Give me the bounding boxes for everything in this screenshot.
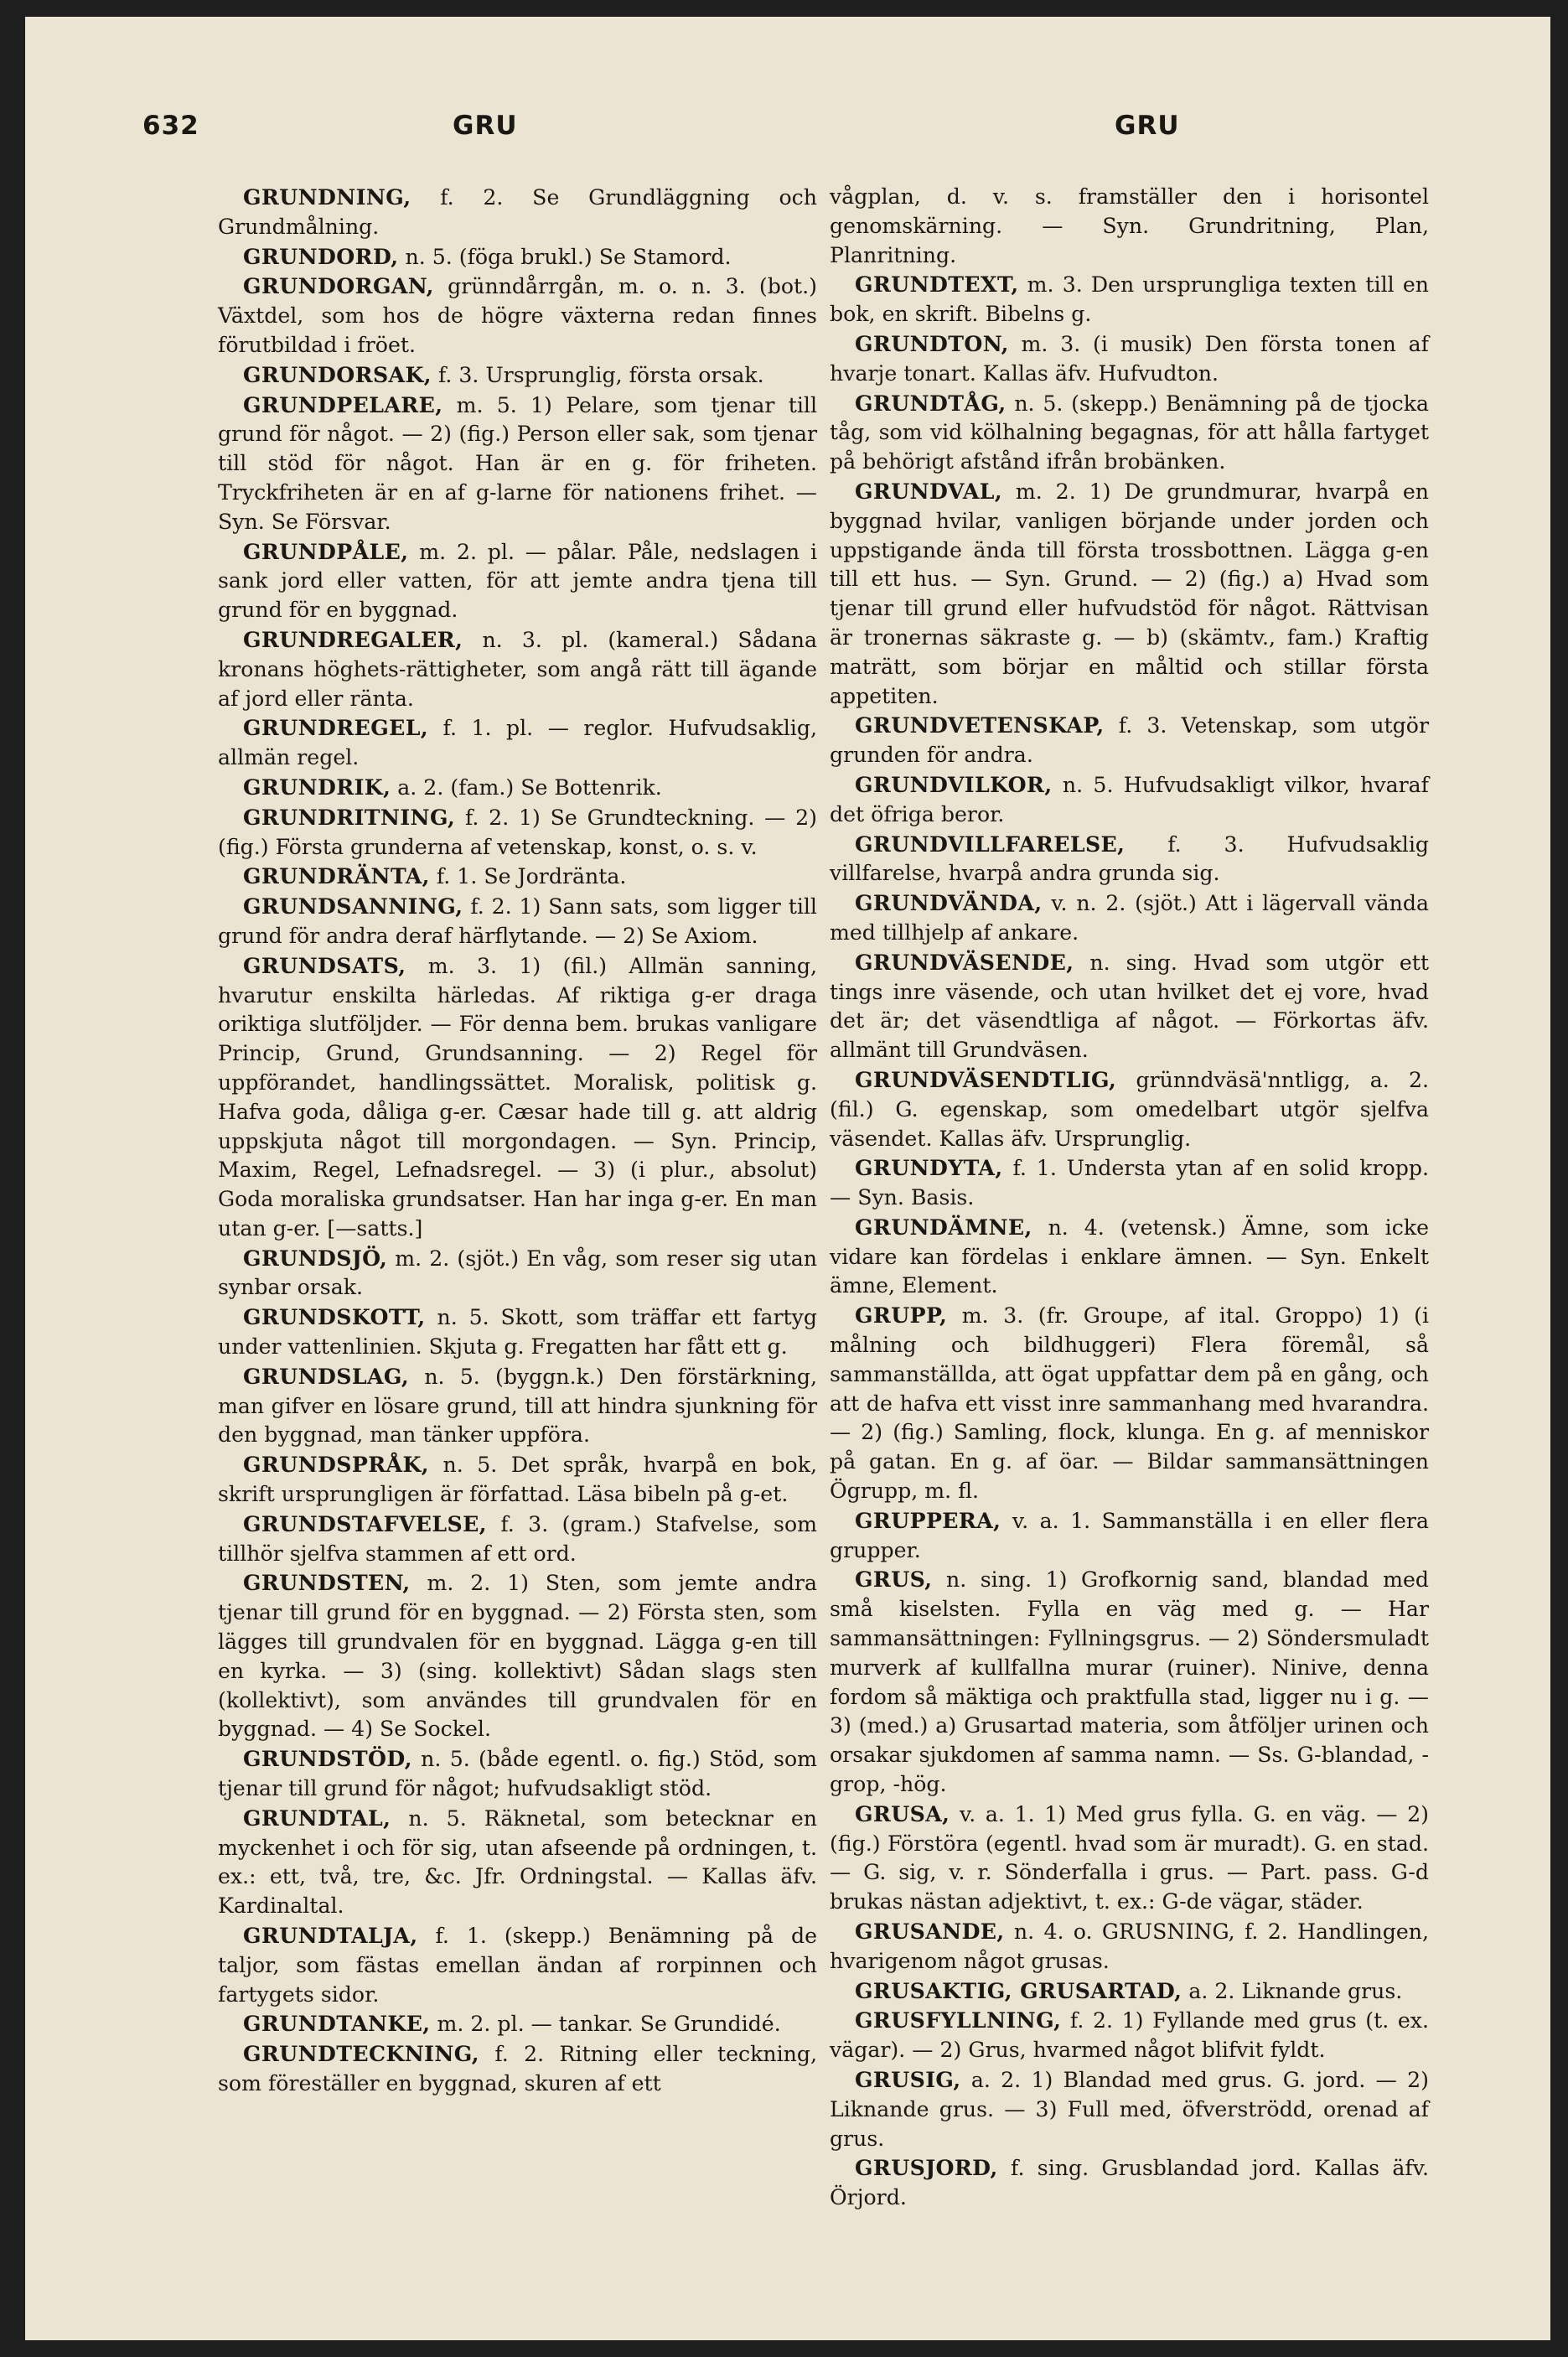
entry-definition: f. 1. pl. — reglor. Hufvudsaklig, allmän regel. [218, 716, 817, 770]
dictionary-entry [218, 862, 817, 892]
entry-headword: GRUPPERA, [855, 1507, 1001, 1533]
entry-headword: GRUNDORD, [243, 243, 399, 269]
entry-headword: GRUNDVÄSENDE, [855, 949, 1074, 975]
entry-headword: GRUNDTANKE, [243, 2011, 431, 2037]
dictionary-entry [830, 1153, 1429, 1213]
entry-headword: GRUNDREGEL, [243, 715, 428, 741]
entry-headword: GRUNDPELARE, [243, 391, 443, 417]
entry-headword: GRUNDVÄSENDTLIG, [855, 1066, 1117, 1092]
dictionary-entry [218, 773, 817, 803]
entry-headword: GRUNDVAL, [855, 478, 1003, 504]
entry-definition: m. 2. (sjöt.) En våg, som reser sig utan synbar orsak. [218, 1246, 817, 1300]
entry-definition: m. 3. 1) (fil.) Allmän sanning, hvarutur enskilta härledas. Af riktiga g-er draga oriktiga slutföljder. — För denna bem. brukas vanligare Princip, Grund, Grundsanning. — 2) Regel för uppförandet, handlingssättet. Moralisk, politisk g. Hafva goda, dåliga g-er. Cæsar hade till g. att aldrig uppskjuta något till morgondagen. — Syn. Princip, Maxim, Regel, Lefnadsregel. — 3) (i plur., absolut) Goda moraliska grundsatser. Han har inga g-er. En man utan g-er. [—satts.] [218, 953, 817, 1241]
page-header [25, 111, 1550, 161]
entry-headword: GRUNDTÅG, [855, 390, 1007, 416]
entry-headword: GRUS, [855, 1567, 933, 1593]
entry-headword: GRUNDSLAG, [243, 1363, 410, 1389]
entry-headword: GRUNDSJÖ, [243, 1245, 388, 1271]
entry-definition: f. 1. Se Jordränta. [436, 864, 627, 889]
dictionary-entry [830, 1917, 1429, 1976]
entry-definition: f. 2. 1) Sann sats, som ligger till grund för andra deraf härflytande. — 2) Se Axiom. [218, 894, 817, 948]
dictionary-entry [218, 1244, 817, 1303]
entry-headword: GRUNDREGALER, [243, 626, 463, 652]
entry-definition: m. 2. 1) Sten, som jemte andra tjenar till grund för en byggnad. — 2) Första sten, som lägges till grundvalen för en byggnad. Lägga g-en till en kyrka. — 3) (sing. kollektivt) Sådan slags sten (kollektivt), som användes till grundvalen för en byggnad. — 4) Se Sockel. [218, 1571, 817, 1742]
entry-definition: m. 3. Den ursprungliga texten till en bok, en skrift. Bibelns g. [830, 272, 1429, 327]
entry-definition: n. 4. (vetensk.) Ämne, som icke vidare kan fördelas i enklare ämnen. — Syn. Enkelt ämne, Element. [830, 1215, 1429, 1298]
dictionary-entry [830, 1800, 1429, 1917]
dictionary-entry [830, 1213, 1429, 1301]
entry-headword: GRUNDTALJA, [243, 1923, 418, 1949]
dictionary-entry [830, 270, 1429, 329]
dictionary-entry [830, 2153, 1429, 2213]
entry-definition: f. 3. Ursprunglig, första orsak. [437, 362, 764, 387]
entry-definition: f. sing. Grusblandad jord. Kallas äfv. Örjord. [830, 2156, 1429, 2210]
entry-definition: m. 3. (i musik) Den första tonen af hvarje tonart. Kallas äfv. Hufvudton. [830, 331, 1429, 386]
entry-headword: GRUNDRITNING, [243, 804, 456, 830]
entry-headword: GRUNDSTÖD, [243, 1746, 412, 1772]
entry-headword: GRUPP, [855, 1303, 948, 1329]
entry-definition: grünndårrgån, m. o. n. 3. (bot.) Växtdel, som hos de högre växterna redan finnes förutbildad i fröet. [218, 274, 817, 357]
page-number: 632 [142, 111, 199, 141]
dictionary-page [25, 17, 1550, 2340]
dictionary-entry [218, 1804, 817, 1921]
running-head-left: GRU [453, 111, 518, 141]
dictionary-entry [218, 1744, 817, 1804]
dictionary-entry [830, 1565, 1429, 1799]
entry-headword: GRUNDVETENSKAP, [855, 712, 1105, 738]
entry-definition: n. sing. Hvad som utgör ett tings inre väsende, och utan hvilket det ej vore, hvad det är; det väsendtliga af något. — Förkortas äfv. allmänt till Grundväsen. [830, 950, 1429, 1063]
right-column [830, 183, 1429, 2213]
dictionary-entry [218, 537, 817, 625]
entry-headword: GRUNDSATS, [243, 952, 406, 978]
entry-definition: n. sing. 1) Grofkornig sand, blandad med små kiselsten. Fylla en väg med g. — Har sammansättningen: Fyllningsgrus. — 2) Söndersmuladt murverk af kullfallna murar (ruiner). Ninive, denna fordom så mäktiga och praktfulla stad, ligger nu i g. — 3) (med.) a) Grusartad materia, som åtföljer urinen och orsakar sjukdomen af samma namn. — Ss. G-blandad, -grop, -hög. [830, 1567, 1429, 1797]
entry-headword: GRUNDSTEN, [243, 1570, 411, 1596]
entry-headword: GRUNDORGAN, [243, 273, 434, 299]
entry-headword: GRUSIG, [855, 2067, 961, 2092]
running-head-right: GRU [1115, 111, 1180, 141]
entry-definition: vågplan, d. v. s. framställer den i horisontel genomskärning. — Syn. Grundritning, Plan, Planritning. [830, 184, 1429, 267]
dictionary-entry [218, 1510, 817, 1569]
entry-definition: n. 5. Skott, som träffar ett fartyg under vattenlinien. Skjuta g. Fregatten har fått ett g. [218, 1305, 817, 1360]
entry-definition: n. 5. (skepp.) Benämning på de tjocka tåg, som vid kölhalning begagnas, för att hålla fartyget på behörigt afstånd ifrån brobänken. [830, 391, 1430, 474]
entry-definition: n. 3. pl. (kameral.) Sådana kronans höghets-rättigheter, som angå rätt till ägande af jord eller ränta. [218, 627, 817, 711]
entry-definition: f. 2. 1) Fyllande med grus (t. ex. vägar). — 2) Grus, hvarmed något blifvit fyldt. [830, 2008, 1429, 2063]
entry-headword: GRUSJORD, [855, 2155, 998, 2181]
entry-headword: GRUNDORSAK, [243, 361, 432, 387]
entry-headword: GRUSFYLLNING, [855, 2007, 1062, 2033]
dictionary-entry [218, 272, 817, 360]
entry-headword: GRUNDVILLFARELSE, [855, 831, 1126, 857]
dictionary-entry [218, 1450, 817, 1510]
dictionary-entry [830, 1976, 1429, 2007]
entry-definition: f. 3. Vetenskap, som utgör grunden för andra. [830, 713, 1429, 768]
entry-definition: v. a. 1. 1) Med grus fylla. G. en väg. — 2) (fig.) Förstöra (egentl. hvad som är muradt). G. en stad. — G. sig, v. r. Sönderfalla i grus. — Part. pass. G-d brukas nästan adjektivt, t. ex.: G-de vägar, städer. [830, 1801, 1429, 1914]
dictionary-entry [830, 329, 1429, 389]
dictionary-entry [830, 888, 1429, 948]
entry-definition: f. 3. Hufvudsaklig villfarelse, hvarpå andra grunda sig. [830, 831, 1430, 886]
dictionary-entry [830, 1065, 1429, 1153]
entry-definition: a. 2. (fam.) Se Bottenrik. [397, 774, 662, 800]
entry-definition: n. 5. (föga brukl.) Se Stamord. [405, 244, 732, 269]
entry-definition: n. 5. Räknetal, som betecknar en myckenhet i och för sig, utan afseende på ordningen, t. ex.: ett, två, tre, &c. Jfr. Ordningstal. — Kallas äfv. Kardinaltal. [218, 1805, 817, 1919]
entry-headword: GRUNDNING, [243, 184, 411, 210]
entry-headword: GRUNDPÅLE, [243, 538, 409, 564]
entry-headword: GRUSAKTIG, GRUSARTAD, [855, 1977, 1182, 2003]
entry-headword: GRUNDYTA, [855, 1155, 1003, 1181]
dictionary-entry [218, 1303, 817, 1362]
dictionary-entry [830, 2006, 1429, 2065]
dictionary-entry [830, 1506, 1429, 1566]
entry-definition: m. 3. (fr. Groupe, af ital. Groppo) 1) (i målning och bildhuggeri) Flera föremål, så sammanställda, att ögat uppfattar dem på en gång, och att de hafva ett visst inre sammanhang med hvarandra. — 2) (fig.) Samling, flock, klunga. En g. af menniskor på gatan. En g. af öar. — Bildar sammansättningen Ögrupp, m. fl. [830, 1303, 1430, 1504]
dictionary-entry [218, 2009, 817, 2039]
entry-definition: a. 2. Liknande grus. [1188, 1978, 1403, 2003]
entry-definition: n. 4. o. GRUSNING, f. 2. Handlingen, hvarigenom något grusas. [830, 1919, 1429, 1973]
entry-headword: GRUNDSKOTT, [243, 1304, 426, 1330]
entry-definition: n. 5. (både egentl. o. fig.) Stöd, som tjenar till grund för något; hufvudsakligt stöd. [218, 1747, 817, 1801]
dictionary-entry [830, 2065, 1429, 2153]
entry-definition: v. a. 1. Sammanställa i en eller flera grupper. [830, 1508, 1429, 1562]
entry-definition: v. n. 2. (sjöt.) Att i lägervall vända med tillhjelp af ankare. [830, 891, 1429, 945]
entry-definition: a. 2. 1) Blandad med grus. G. jord. — 2) Liknande grus. — 3) Full med, öfverströdd, orenad af grus. [830, 2068, 1429, 2151]
entry-headword: GRUSANDE, [855, 1919, 1005, 1945]
entry-definition: m. 5. 1) Pelare, som tjenar till grund för något. — 2) (fig.) Person eller sak, som tjenar till stöd för något. Han är en g. för friheten. Tryckfriheten är en af g-larne för nationens frihet. — Syn. Se Försvar. [218, 392, 817, 534]
dictionary-entry [830, 477, 1429, 711]
entry-headword: GRUNDTAL, [243, 1805, 391, 1831]
entry-headword: GRUSA, [855, 1800, 950, 1826]
dictionary-entry [830, 389, 1429, 477]
dictionary-entry [218, 625, 817, 713]
dictionary-entry [218, 713, 817, 773]
dictionary-entry [218, 1921, 817, 2009]
dictionary-entry [218, 360, 817, 391]
dictionary-entry [830, 830, 1429, 889]
dictionary-entry [218, 1362, 817, 1450]
entry-definition: m. 2. 1) De grundmurar, hvarpå en byggnad hvilar, vanligen börjande under jorden och uppstigande ända till första trossbottnen. Lägga g-en till ett hus. — Syn. Grund. — 2) (fig.) a) Hvad som tjenar till grund eller hufvudstöd för något. Rättvisan är tronernas säkraste g. — b) (skämtv., fam.) Kraftig maträtt, som börjar en måltid och stillar första appetiten. [830, 479, 1429, 708]
entry-definition: f. 3. (gram.) Stafvelse, som tillhör sjelfva stammen af ett ord. [218, 1511, 817, 1566]
entry-definition: m. 2. pl. — tankar. Se Grundidé. [437, 2012, 781, 2037]
dictionary-entry [218, 1568, 817, 1744]
entry-headword: GRUNDÄMNE, [855, 1214, 1032, 1240]
entry-headword: GRUNDTON, [855, 330, 1009, 356]
entry-definition: m. 2. pl. — pålar. Påle, nedslagen i sank jord eller vatten, för att jemte andra tjena till grund för en byggnad. [218, 539, 817, 623]
dictionary-entry [830, 1301, 1429, 1506]
dictionary-entry [830, 711, 1429, 770]
entry-definition: grünndväsä'nntligg, a. 2. (fil.) G. egenskap, som omedelbart utgör sjelfva väsendet. Kallas äfv. Ursprunglig. [830, 1067, 1430, 1151]
dictionary-entry [218, 183, 817, 242]
entry-headword: GRUNDVILKOR, [855, 771, 1053, 797]
dictionary-entry [830, 948, 1429, 1065]
dictionary-entry [830, 183, 1429, 270]
entry-definition: n. 5. Det språk, hvarpå en bok, skrift ursprungligen är författad. Läsa bibeln på g-et. [218, 1453, 817, 1507]
entry-definition: f. 2. Ritning eller teckning, som föreställer en byggnad, skuren af ett [218, 2042, 817, 2095]
entry-definition: f. 1. (skepp.) Benämning på de taljor, som fästas emellan ändan af rorpinnen och fartygets sidor. [218, 1924, 817, 2007]
dictionary-entry [218, 2039, 817, 2099]
dictionary-entry [218, 803, 817, 863]
entry-headword: GRUNDSTAFVELSE, [243, 1510, 487, 1536]
entry-headword: GRUNDTECKNING, [243, 2041, 479, 2067]
entry-headword: GRUNDRIK, [243, 774, 391, 800]
entry-headword: GRUNDSPRÅK, [243, 1452, 429, 1478]
entry-headword: GRUNDRÄNTA, [243, 863, 430, 889]
entry-definition: f. 2. 1) Se Grundteckning. — 2) (fig.) Första grunderna af vetenskap, konst, o. s. v. [218, 805, 817, 859]
entry-definition: n. 5. (byggn.k.) Den förstärkning, man gifver en lösare grund, till att hindra sjunkning för den byggnad, man tänker uppföra. [218, 1364, 817, 1448]
dictionary-entry [218, 391, 817, 537]
dictionary-entry [218, 242, 817, 272]
entry-headword: GRUNDTEXT, [855, 272, 1019, 298]
entry-definition: f. 1. Understa ytan af en solid kropp. — Syn. Basis. [830, 1156, 1429, 1210]
dictionary-entry [218, 892, 817, 951]
entry-definition: n. 5. Hufvudsakligt vilkor, hvaraf det öfriga beror. [830, 772, 1429, 826]
left-column [218, 183, 817, 2099]
entry-headword: GRUNDSANNING, [243, 894, 463, 919]
entry-definition: f. 2. Se Grundläggning och Grundmålning. [218, 185, 817, 239]
dictionary-entry [218, 951, 817, 1244]
dictionary-entry [830, 770, 1429, 830]
entry-headword: GRUNDVÄNDA, [855, 890, 1043, 916]
